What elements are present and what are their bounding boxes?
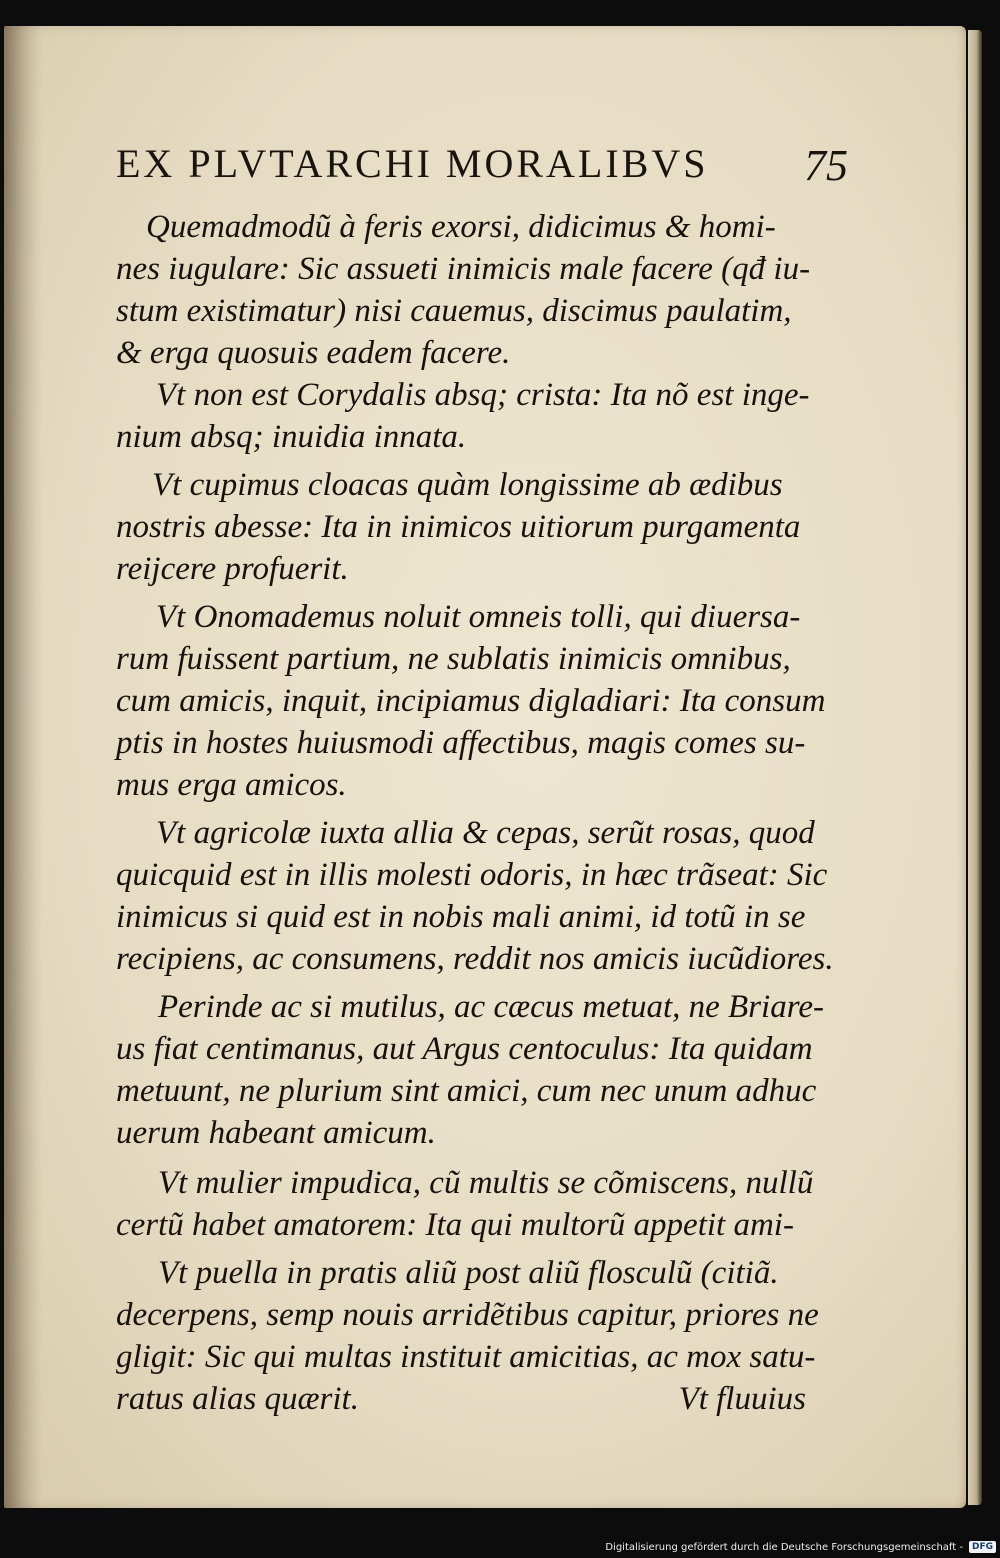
text-line: uerum habeant amicum. xyxy=(116,1115,436,1151)
text-line: rum fuissent partium, ne sublatis inimicis omnibus, xyxy=(116,641,791,677)
text-line: ptis in hostes huiusmodi affectibus, magis comes su- xyxy=(116,725,806,761)
text-line: Vt cupimus cloacas quàm longissime ab ædibus xyxy=(152,467,783,503)
text-line: mus erga amicos. xyxy=(116,767,347,803)
text-line: inimicus si quid est in nobis mali animi, id totũ in se xyxy=(116,899,806,935)
text-line: quicquid est in illis molesti odoris, in hæc trãseat: Sic xyxy=(116,857,828,893)
text-line: Perinde ac si mutilus, ac cæcus metuat, ne Briare- xyxy=(158,989,824,1025)
page-header xyxy=(116,140,876,190)
text-line: reijcere profuerit. xyxy=(116,551,349,587)
gutter-shadow xyxy=(4,26,42,1508)
text-line: Vt Onomademus noluit omneis tolli, qui diuersa- xyxy=(156,599,801,635)
text-line: Quemadmodũ à feris exorsi, didicimus & homi- xyxy=(146,209,776,245)
body-text xyxy=(116,206,834,1420)
text-line: certũ habet amatorem: Ita qui multorũ appetit ami- xyxy=(116,1207,794,1243)
text-line: stum existimatur) nisi cauemus, discimus paulatim, xyxy=(116,293,792,329)
running-head: EX PLVTARCHI MORALIBVS xyxy=(116,141,709,186)
digitization-credit xyxy=(600,1538,996,1556)
text-line: Vt mulier impudica, cũ multis se cõmiscens, nullũ xyxy=(158,1165,814,1201)
text-line: gligit: Sic qui multas instituit amicitias, ac mox satu- xyxy=(116,1339,816,1375)
page-number: 75 xyxy=(804,141,848,190)
text-line: Vt puella in pratis aliũ post aliũ flosculũ (citiã. xyxy=(158,1255,779,1291)
text-line: Vt non est Corydalis absq; crista: Ita nõ est inge- xyxy=(156,377,810,413)
dfg-logo: DFG xyxy=(969,1541,996,1553)
text-line: cum amicis, inquit, incipiamus digladiari: Ita consum xyxy=(116,683,826,719)
text-line: metuunt, ne plurium sint amici, cum nec unum adhuc xyxy=(116,1073,817,1109)
text-line: nes iugulare: Sic assueti inimicis male facere (qđ iu- xyxy=(116,251,811,287)
text-line: & erga quosuis eadem facere. xyxy=(116,335,511,371)
credit-text: Digitalisierung gefördert durch die Deutsche Forschungsgemeinschaft - xyxy=(605,1541,963,1553)
catchword: Vt fluuius xyxy=(678,1381,806,1417)
text-line: ratus alias quærit. xyxy=(116,1381,359,1417)
text-line: nostris abesse: Ita in inimicos uitiorum purgamenta xyxy=(116,509,801,545)
text-line: us fiat centimanus, aut Argus centoculus: Ita quidam xyxy=(116,1031,813,1067)
text-line: Vt agricolæ iuxta allia & cepas, serũt rosas, quod xyxy=(156,815,815,851)
page-edge xyxy=(968,30,982,1505)
text-line: recipiens, ac consumens, reddit nos amicis iucũdiores. xyxy=(116,941,834,977)
text-line: decerpens, semp nouis arridẽtibus capitur, priores ne xyxy=(116,1297,819,1333)
text-line: nium absq; inuidia innata. xyxy=(116,419,467,455)
